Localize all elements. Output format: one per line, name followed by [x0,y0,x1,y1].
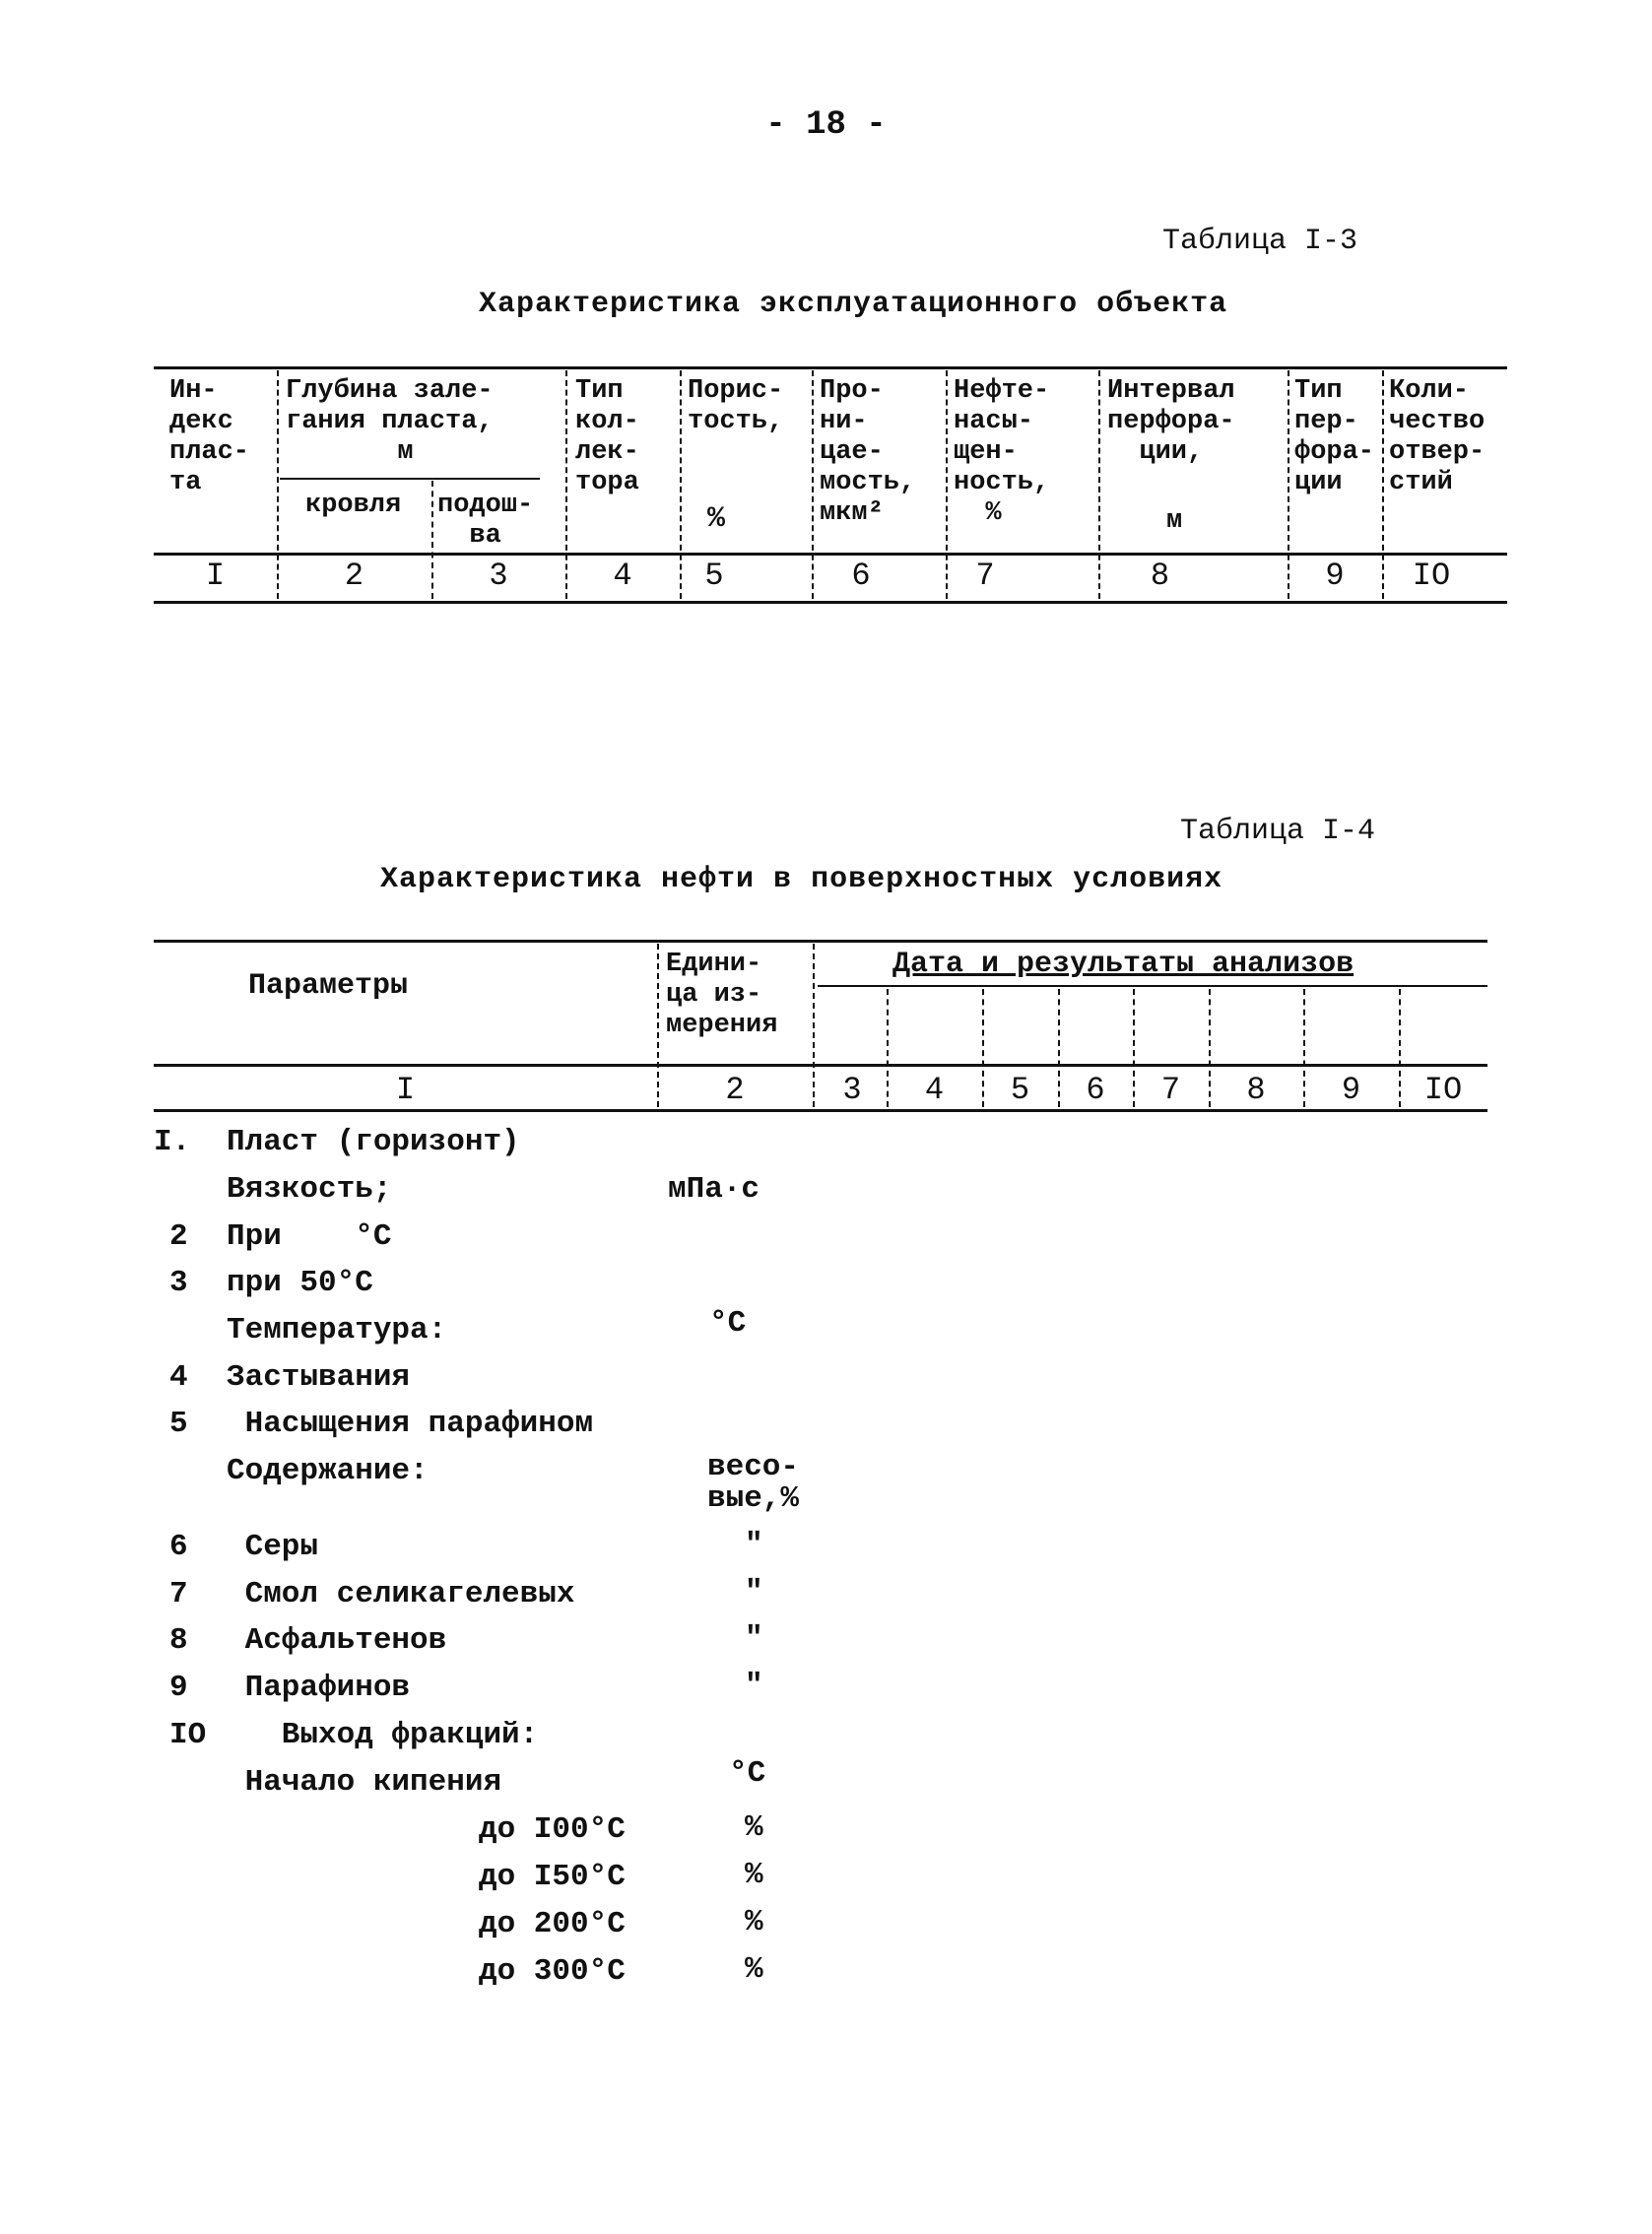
row-index: 7 [169,1577,188,1611]
table2-col-number: 7 [1160,1072,1181,1108]
row-label: при 50°С [227,1266,373,1300]
table2-col-number: 8 [1246,1072,1266,1108]
row-label: Серы [227,1530,319,1564]
row-unit: " [745,1528,763,1562]
table2-col-number: IO [1423,1072,1463,1108]
row-label: Застывания [227,1360,411,1395]
table1-header-collector: Тип кол- лек- тора [575,376,639,497]
row-label: При °С [227,1219,392,1254]
row-label: до I00°С [479,1812,626,1847]
row-label: Содержание: [227,1454,429,1488]
row-unit: весо- вые,% [707,1450,800,1516]
table1-header-porosity: Порис- тость, [688,376,784,436]
table1-col-number: 5 [704,558,724,594]
table2-col-number: 2 [725,1072,745,1108]
row-label: Температура: [227,1313,447,1347]
row-index: 8 [169,1623,188,1658]
table1-header-perforation: Интервал перфора- ции, [1107,376,1235,467]
table1-col-number: 8 [1150,558,1170,594]
table1-header-permeability: Про- ни- цае- мость, мкм² [820,376,916,528]
table2-bottom-rule [154,1109,1487,1112]
row-label: Асфальтенов [227,1623,447,1658]
row-label: до 300°С [479,1954,626,1989]
row-unit: " [745,1621,763,1656]
row-label: до I50°С [479,1860,626,1894]
row-unit: % [745,1858,763,1892]
row-index: 5 [169,1407,188,1441]
table1-col-number: I [205,558,226,594]
table2-header-unit: Едини- ца из- мерения [666,950,778,1040]
table2-col-number: I [395,1072,416,1108]
table2-header-rule [154,1064,1487,1067]
table1-col-number: 6 [851,558,871,594]
table1-label: Таблица I-3 [1162,225,1358,258]
table1-col-number: 3 [489,558,508,594]
table1-header-perf-type: Тип пер- фора- ции [1294,376,1375,497]
table1-bottom-rule [154,601,1507,604]
table1-header-depth: Глубина зале- гания пласта, м [286,376,494,467]
row-label: Насыщения парафином [227,1407,594,1441]
row-index: I. [154,1125,191,1159]
table1-header-porosity-unit: % [707,502,726,536]
row-index: 9 [169,1671,188,1705]
row-label: до 200°С [479,1907,626,1941]
row-unit: мПа·с [668,1172,760,1207]
table2-col-number: 4 [924,1072,945,1108]
table2-header-params: Параметры [248,969,409,1003]
table1-title: Характеристика эксплуатационного объекта [479,288,1228,321]
table1-col-number: 2 [344,558,364,594]
row-unit: " [745,1669,763,1703]
row-label: Начало кипения [227,1765,502,1800]
table1-header-index: Ин- декс плас- та [169,376,250,497]
row-label: Выход фракций: [227,1718,539,1752]
table1-header-saturation: Нефте- насы- щен- ность, % [954,376,1050,528]
table1-header-roof: кровля [305,491,402,520]
page-number: - 18 - [765,106,887,144]
table1-col-number: 7 [975,558,995,594]
table1-depth-rule [280,478,540,480]
row-unit: % [745,1952,763,1987]
row-index: 2 [169,1219,188,1254]
table1-col-number: IO [1412,558,1451,594]
row-index: 3 [169,1266,188,1300]
table2-top-rule [154,940,1487,943]
table1-header-sole: подош- ва [437,491,534,551]
table2-title: Характеристика нефти в поверхностных условиях [380,863,1223,896]
row-unit: " [745,1575,763,1610]
table2-col-sep [813,944,815,1107]
table2-label: Таблица I-4 [1180,815,1376,848]
row-label: Смол селикагелевых [227,1577,575,1611]
row-label: Парафинов [227,1671,411,1705]
row-label: Вязкость; [227,1172,392,1207]
row-unit: °С [729,1756,766,1791]
row-index: IO [169,1718,207,1752]
table2-col-number: 3 [842,1072,862,1108]
table2-col-number: 6 [1086,1072,1105,1108]
table1-header-holes: Коли- чество отвер- стий [1389,376,1486,497]
table1-col-number: 4 [613,558,632,594]
table2-col-number: 9 [1341,1072,1361,1108]
row-label: Пласт (горизонт) [227,1125,520,1159]
row-index: 4 [169,1360,188,1395]
table2-date-rule [818,985,1487,987]
table1-col-number: 9 [1325,558,1345,594]
table1-top-rule [154,366,1507,369]
table1-header-rule [154,553,1507,556]
row-unit: % [745,1810,763,1845]
table1-header-perforation-unit: м [1166,506,1183,536]
table2-header-dates: Дата и результаты анализов [892,948,1355,981]
table2-col-number: 5 [1010,1072,1030,1108]
row-unit: % [745,1905,763,1939]
row-index: 6 [169,1530,188,1564]
row-unit: °С [709,1306,747,1341]
